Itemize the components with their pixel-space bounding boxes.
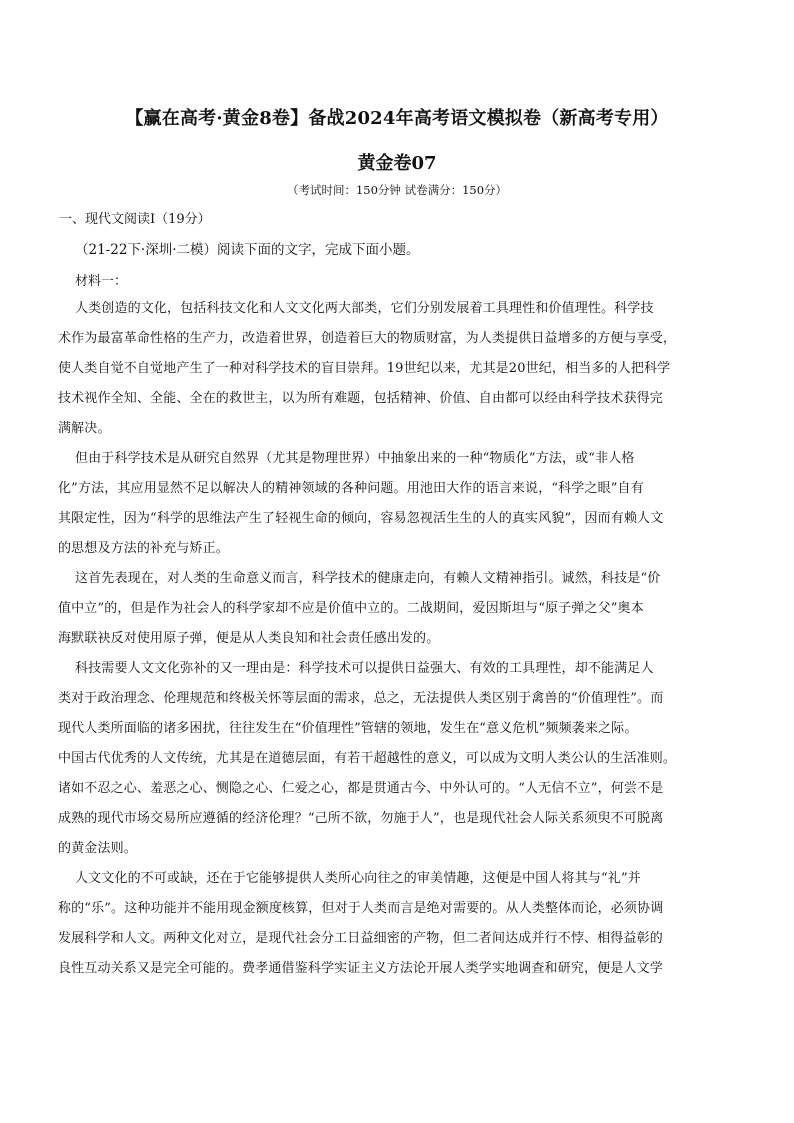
exam-info: （考试时间：150分钟 试卷满分：150分） [286, 183, 508, 197]
passage-body [58, 294, 735, 984]
passage-line: 人类创造的文化，包括科技文化和人文文化两大部类，它们分别发展着工具理性和价值理性。科学技 [75, 301, 654, 316]
passage-line: 发展科学和人文。两种文化对立，是现代社会分工日益细密的产物，但二者间达成并行不悖、相得益彰的 [58, 931, 663, 946]
passage-line: 但由于科学技术是从研究自然界（尤其是物理世界）中抽象出来的一种“物质化”方法，或“非人格 [75, 451, 635, 466]
passage-line: 良性互动关系又是完全可能的。费孝通借鉴科学实证主义方法论开展人类学实地调查和研究，便是人文学 [58, 961, 663, 976]
passage-line: 类对于政治理念、伦理规范和终极关怀等层面的需求，总之，无法提供人类区别于禽兽的“价值理性”。而 [58, 691, 664, 706]
passage-line: 满解决。 [58, 421, 111, 436]
passage-line: 值中立”的，但是作为社会人的科学家却不应是价值中立的。二战期间，爱因斯坦与“原子弹之父”奥本 [58, 601, 644, 616]
passage-line: 化”方法，其应用显然不足以解决人的精神领域的各种问题。用池田大作的语言来说，“科学之眼”自有 [58, 481, 644, 496]
passage-line: 现代人类所面临的诸多困扰，往往发生在“价值理性”管辖的领地，发生在“意义危机”频频袭来之际。 [58, 721, 638, 736]
material-label: 材料一： [75, 274, 128, 289]
passage-line: 其限定性，因为“科学的思维法产生了轻视生命的倾向，容易忽视活生生的人的真实风貌”，因而有赖人文 [58, 511, 664, 526]
passage-line: 术作为最富革命性格的生产力，改造着世界，创造着巨大的物质财富，为人类提供日益增多的方便与享受， [58, 331, 677, 346]
passage-line: 海默联袂反对使用原子弹，便是从人类良知和社会责任感出发的。 [58, 631, 440, 646]
page-title: 【赢在高考·黄金8卷】备战2024年高考语文模拟卷（新高考专用） [125, 108, 669, 129]
passage-line: 技术视作全知、全能、全在的救世主，以为所有难题，包括精神、价值、自由都可以经由科学技术获得完 [58, 391, 663, 406]
passage-line: 人文文化的不可或缺，还在于它能够提供人类所心向往之的审美情趣，这便是中国人将其与“礼”并 [75, 871, 641, 886]
paper-subtitle: 黄金卷07 [357, 153, 437, 174]
question-source: （21-22下·深圳·二模）阅读下面的文字，完成下面小题。 [75, 242, 420, 258]
passage-line: 使人类自觉不自觉地产生了一种对科学技术的盲目崇拜。19世纪以来，尤其是20世纪，相当多的人把科学 [58, 361, 671, 376]
passage-line: 的思想及方法的补充与矫正。 [58, 541, 229, 556]
passage-line: 这首先表现在，对人类的生命意义而言，科学技术的健康走向，有赖人文精神指引。诚然，科技是“价 [75, 571, 661, 586]
passage-line: 中国古代优秀的人文传统，尤其是在道德层面，有若干超越性的意义，可以成为文明人类公认的生活准则。 [58, 751, 677, 766]
passage-line: 称的“乐”。这种功能并不能用现金额度核算，但对于人类而言是绝对需要的。从人类整体而论，必须协调 [58, 901, 664, 916]
passage-line: 的黄金法则。 [58, 841, 137, 856]
passage-line: 成熟的现代市场交易所应遵循的经济伦理？“己所不欲，勿施于人”，也是现代社会人际关系须臾不可脱离 [58, 811, 664, 826]
passage-line: 科技需要人文文化弥补的又一理由是：科学技术可以提供日益强大、有效的工具理性，却不能满足人 [75, 661, 654, 676]
section-heading: 一、现代文阅读Ⅰ（19分） [59, 212, 211, 227]
passage-line: 诸如不忍之心、羞恶之心、恻隐之心、仁爱之心，都是贯通古今、中外认可的。“人无信不立”，何尝不是 [58, 781, 664, 796]
